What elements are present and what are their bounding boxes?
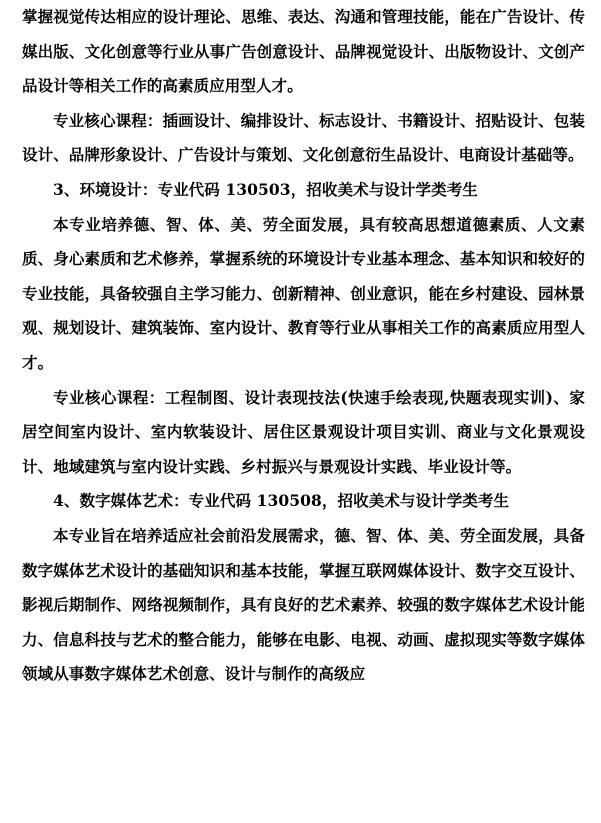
- paragraph-visual-communication-courses: 专业核心课程：插画设计、编排设计、标志设计、书籍设计、招贴设计、包装设计、品牌形象设计、广告设计与策划、文化创意衍生品设计、电商设计基础等。: [22, 110, 585, 165]
- heading-environment-design: 3、环境设计：专业代码 130503，招收美术与设计学类考生: [53, 179, 478, 199]
- paragraph-environment-design-courses: 专业核心课程：工程制图、设计表现技法(快速手绘表现,快题表现实训)、家居空间室内设计、室内软装设计、居住区景观设计项目实训、商业与文化景观设计、地域建筑与室内设计实践、乡村振兴与景观设计实践、毕业设计等。: [22, 387, 585, 476]
- paragraph-environment-design-goal: 本专业培养德、智、体、美、劳全面发展，具有较高思想道德素质、人文素质、身心素质和艺术修养，掌握系统的环境设计专业基本理念、基本知识和较好的专业技能，具备较强自主学习能力、创新精神、创业意识，能在乡村建设、园林景观、规划设计、建筑装饰、室内设计、教育等行业从事相关工作的高素质应用型人才。: [22, 214, 585, 372]
- heading-digital-media-art: 4、数字媒体艺术：专业代码 130508，招收美术与设计学类考生: [53, 491, 510, 511]
- paragraph-digital-media-art-goal: 本专业旨在培养适应社会前沿发展需求，德、智、体、美、劳全面发展，具备数字媒体艺术设计的基础知识和基本技能，掌握互联网媒体设计、数字交互设计、影视后期制作、网络视频制作，具有良好的艺术素养、较强的数字媒体艺术设计能力、信息科技与艺术的整合能力，能够在电影、电视、动画、虚拟现实等数字媒体领域从事数字媒体艺术创意、设计与制作的高级应: [22, 525, 585, 684]
- document-page: [22, 0, 585, 692]
- paragraph-visual-communication-goal: 掌握视觉传达相应的设计理论、思维、表达、沟通和管理技能，能在广告设计、传媒出版、文化创意等行业从事广告创意设计、品牌视觉设计、出版物设计、文创产品设计等相关工作的高素质应用型人才。: [22, 7, 585, 96]
